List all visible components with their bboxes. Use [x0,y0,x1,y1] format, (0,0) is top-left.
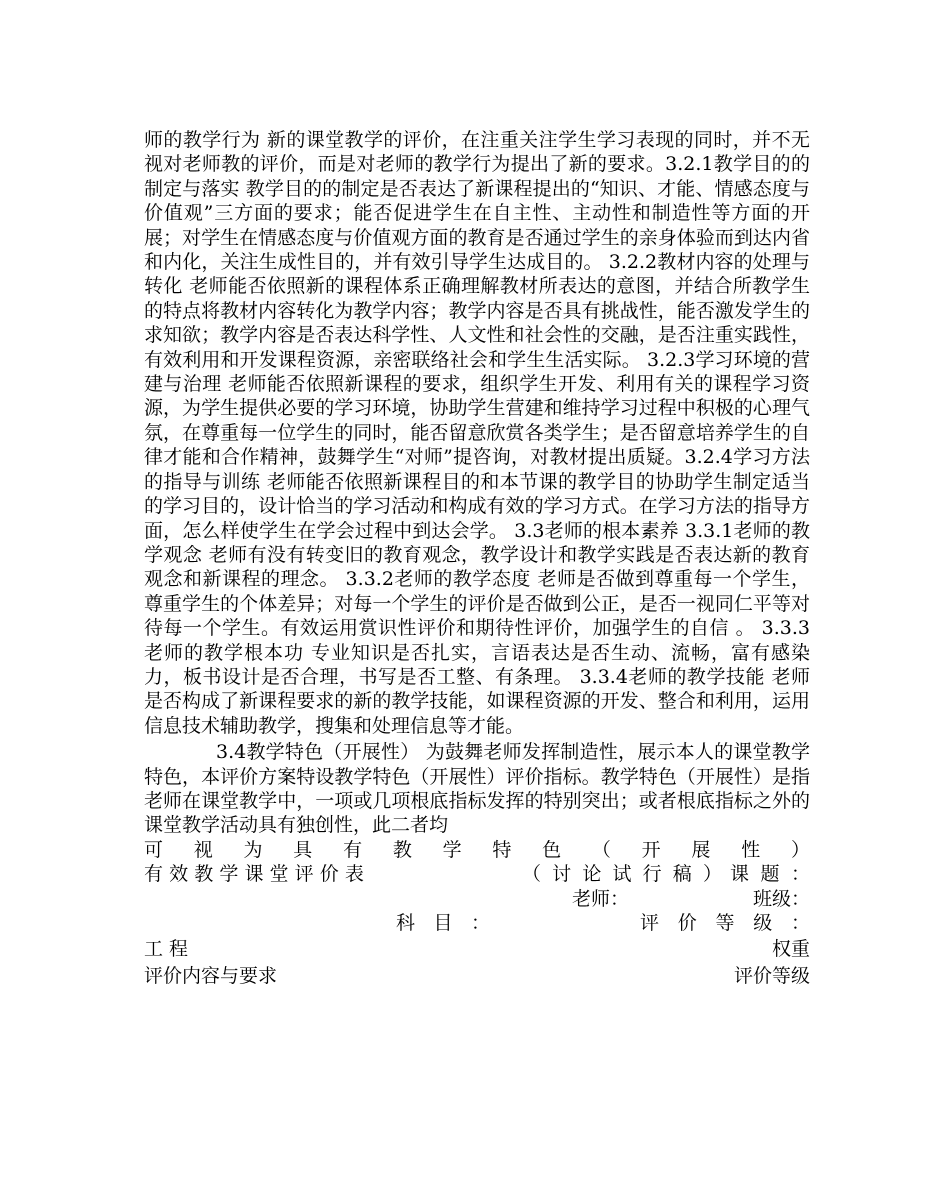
title-char-8: 表 [344,863,364,886]
spread-char-3: 具 [293,838,313,861]
teacher-class-line [144,887,810,911]
note-char-0: （ [522,863,542,886]
spread-char-9: （ [591,838,611,861]
spread-line [144,838,810,862]
grade-char-1: 价 [677,912,697,934]
spread-char-10: 开 [641,838,661,861]
document-page [144,128,810,988]
grade-char-0: 评 [640,912,660,934]
spread-char-11: 展 [691,838,711,861]
body-paragraph-1: 师的教学行为 新的课堂教学的评价，在注重关注学生学习表现的同时，并不无视对老师教的评价，而是对老师的教学行为提出了新的要求。3.2.1教学目的的制定与落实 教学目的的制定是否表达了新课程提出的“知识、才能、情感态度与价值观”三方面的要求；能否促进学生在自主性、主动性和制造性等方面的开展；对学生在情感态度与价值观方面的教育是否通过学生的亲身体验而到达内省和内化，关注生成性目的，并有效引导学生达成目的。 3.2.2教材内容的处理与转化 老师能否依照新的课程体系正确理解教材所表达的意图，并结合所教学生的特点将教材内容转化为教学内容；教学内容是否具有挑战性，能否激发学生的求知欲；教学内容是否表达科学性、人文性和社会性的交融，是否注重实践性，有效利用和开发课程资源，亲密联络社会和学生生活实际。 3.2.3学习环境的营建与治理 老师能否依照新课程的要求，组织学生开发、利用有关的课程学习资源，为学生提供必要的学习环境，协助学生营建和维持学习过程中积极的心理气氛，在尊重每一位学生的同时，能否留意欣赏各类学生；是否留意培养学生的自律才能和合作精神，鼓舞学生“对师”提咨询，对教材提出质疑。3.2.4学习方法的指导与训练 老师能否依照新课程目的和本节课的教学目的协助学生制定适当的学习目的，设计恰当的学习活动和构成有效的学习方式。在学习方法的指导方面，怎么样使学生在学会过程中到达会学。 3.3老师的根本素养 3.3.1老师的教学观念 老师有没有转变旧的教育观念，教学设计和教学实践是否表达新的教育观念和新课程的理念。 3.3.2老师的教学态度 老师是否做到尊重每一个学生，尊重学生的个体差异；对每一个学生的评价是否做到公正，是否一视同仁平等对待每一个学生。有效运用赏识性评价和期待性评价，加强学生的自信 。 3.3.3老师的教学根本功 专业知识是否扎实，言语表达是否生动、流畅，富有感染力，板书设计是否合理，书写是否工整、有条理。 3.3.4老师的教学技能 老师是否构成了新课程要求的新的教学技能，如课程资源的开发、整合和利用，运用信息技术辅助教学，搜集和处理信息等才能。 [144,129,810,737]
note-char-4: 行 [642,863,662,886]
spread-char-0: 可 [144,838,164,861]
spread-char-1: 视 [193,838,213,861]
table-title-line [144,862,810,886]
spread-char-2: 为 [243,838,263,861]
title-char-0: 有 [144,863,164,886]
title-char-3: 学 [219,863,239,886]
spread-char-12: 性 [741,838,761,861]
title-char-5: 堂 [269,863,289,886]
topic-char-2: ： [790,863,810,886]
subject-char-2: ： [470,912,490,934]
spread-char-5: 教 [392,838,412,861]
title-char-7: 价 [319,863,339,886]
title-char-1: 效 [169,863,189,886]
item-header: 工程 [144,938,195,961]
subject-grade-line [144,911,810,935]
note-char-1: 讨 [552,863,572,886]
grade-char-3: 级 [753,912,773,934]
subject-label [396,911,490,935]
class-label: 班级： [752,887,810,910]
note-char-2: 论 [582,863,602,886]
note-char-3: 试 [612,863,632,886]
grade-char-4: ： [790,912,810,934]
grade-label [640,911,810,935]
table-title [144,862,364,886]
subject-char-0: 科 [396,912,416,934]
title-char-2: 教 [194,863,214,886]
spread-char-13: ） [790,838,810,861]
topic-label [730,862,810,886]
header-row-1 [144,937,810,961]
title-char-4: 课 [244,863,264,886]
body-paragraph-2: 3.4教学特色（开展性） 为鼓舞老师发挥制造性，展示本人的课堂教学特色，本评价方案特设教学特色（开展性）评价指标。教学特色（开展性）是指老师在课堂教学中，一项或几项根底指标发挥的特别突出；或者根底指标之外的课堂教学活动具有独创性，此二者均 [144,741,810,837]
header-row-2 [144,964,810,988]
grade-header: 评价等级 [733,964,810,987]
content-header: 评价内容与要求 [144,964,278,987]
spread-char-6: 学 [442,838,462,861]
spread-char-4: 有 [343,838,363,861]
teacher-label: 老师： [571,887,629,910]
title-char-6: 评 [294,863,314,886]
topic-char-0: 课 [730,863,750,886]
note-char-6: ） [702,863,722,886]
note-char-5: 稿 [672,863,692,886]
subject-char-1: 目 [433,912,453,934]
draft-note [522,862,722,886]
grade-char-2: 等 [715,912,735,934]
topic-char-1: 题 [760,863,780,886]
spread-char-8: 色 [542,838,562,861]
spread-char-7: 特 [492,838,512,861]
weight-header: 权重 [771,938,810,961]
